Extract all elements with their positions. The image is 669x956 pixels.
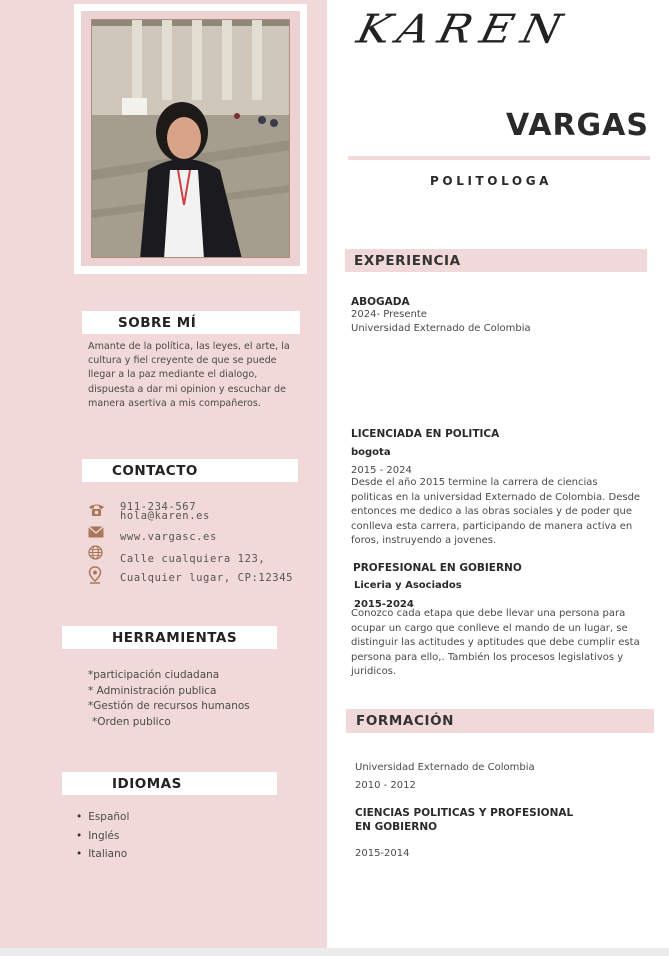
experience-heading-bar xyxy=(345,249,647,272)
job-title: POLITOLOGA xyxy=(430,174,553,188)
tools-heading: HERRAMIENTAS xyxy=(112,630,238,646)
job-3-description: Conozco cada etapa que debe llevar una persona para ocupar un cargo que conlleve el mando de un lugar, se distinguir las actitudes y aptitudes que debe cumplir esta persona para ello,. También los procesos legislativos y juridicos. xyxy=(351,608,640,677)
contact-website-text: www.vargasc.es xyxy=(120,531,217,543)
page-bottom-strip xyxy=(0,948,669,956)
education-degree-dates: 2015-2014 xyxy=(355,848,410,859)
contact-phone xyxy=(88,502,288,526)
tools-list xyxy=(88,668,250,730)
job-1-date: 2024- Presente xyxy=(351,309,427,320)
about-heading-bar xyxy=(82,311,300,334)
about-text: Amante de la política, las leyes, el arte, la cultura y fiel creyente de que se puede llegar a la paz mediante el dialogo, dispuesta a dar mi opinion y escuchar de manera asertiva a mis compañeros. xyxy=(88,341,290,409)
contact-mail xyxy=(88,526,104,538)
contact-address xyxy=(88,553,308,588)
last-name: VARGAS xyxy=(506,108,649,143)
job-1-place: Universidad Externado de Colombia xyxy=(351,323,531,334)
job-2-date: 2015 - 2024 xyxy=(351,465,412,476)
education-school: Universidad Externado de Colombia xyxy=(355,762,535,773)
mail-icon xyxy=(88,526,104,538)
tool-item: *participación ciudadana xyxy=(88,669,220,681)
job-3-title: PROFESIONAL EN GOBIERNO xyxy=(353,562,522,574)
education-degree-line2: EN GOBIERNO xyxy=(355,821,438,833)
contact-address-line1: Calle cualquiera 123, xyxy=(120,553,266,565)
contact-address-line2: Cualquier lugar, CP:12345 xyxy=(120,572,294,584)
globe-icon xyxy=(88,545,103,560)
first-name: KAREN xyxy=(352,6,576,53)
languages-heading-bar xyxy=(62,772,277,795)
job-2-place: bogota xyxy=(351,447,391,458)
job-3-place: Liceria y Asociados xyxy=(354,580,462,591)
tools-heading-bar xyxy=(62,626,277,649)
languages-list xyxy=(76,808,129,864)
language-item: • Italiano xyxy=(76,845,129,864)
contact-phone-text: 911-234-567 xyxy=(120,501,197,513)
contact-heading: CONTACTO xyxy=(112,463,198,479)
tool-item: * Administración publica xyxy=(88,684,217,697)
about-heading: SOBRE MÍ xyxy=(118,315,197,331)
profile-photo xyxy=(91,19,290,258)
contact-email-text: hola@karen.es xyxy=(120,510,210,522)
education-school-dates: 2010 - 2012 xyxy=(355,780,416,791)
education-degree-line1: CIENCIAS POLITICAS Y PROFESIONAL xyxy=(355,807,574,819)
education-heading: FORMACIÓN xyxy=(356,713,455,729)
language-item: • Español xyxy=(76,808,129,827)
location-icon xyxy=(88,566,102,584)
tool-item: *Orden publico xyxy=(92,715,171,728)
phone-icon xyxy=(88,503,105,517)
job-3-date: 2015-2024 xyxy=(354,599,414,610)
contact-heading-bar xyxy=(82,459,298,482)
job-1-title: ABOGADA xyxy=(351,296,410,308)
name-divider xyxy=(348,156,650,160)
job-2-title: LICENCIADA EN POLITICA xyxy=(351,428,500,440)
job-2-description: Desde el año 2015 termine la carrera de ciencias politicas en la universidad Externado de Colombia. Desde entonces me dedico a las obras sociales y de poder que conlleva esta carrera, participando de manera activa en foros, instruyendo a jovenes. xyxy=(351,477,641,546)
education-heading-bar xyxy=(346,709,654,733)
languages-heading: IDIOMAS xyxy=(112,776,182,792)
tool-item: *Gestión de recursos humanos xyxy=(88,700,250,712)
language-item: • Inglés xyxy=(76,827,129,846)
experience-heading: EXPERIENCIA xyxy=(354,253,461,269)
